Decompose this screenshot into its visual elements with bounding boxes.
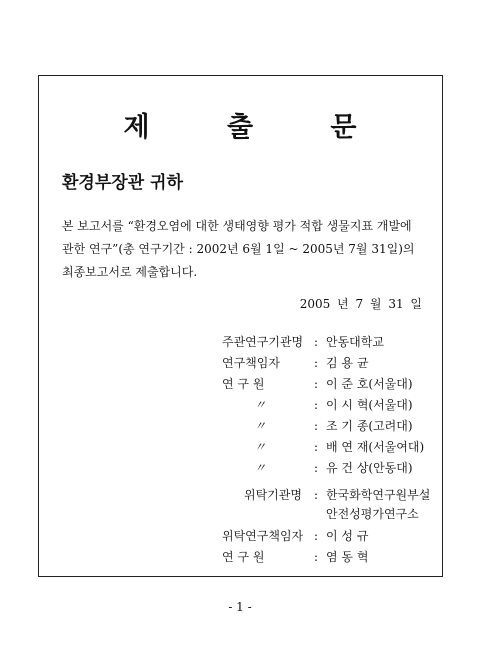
body-line-2: 관한 연구”(총 연구기간 : 2002년 6월 1일 ~ 2005년 7월 31일)의: [62, 242, 415, 256]
contract-pi-row: 위탁연구책임자 : 이 성 규: [222, 529, 369, 543]
lead-institution-value: 안동대학교: [326, 335, 384, 349]
body-line-1: 본 보고서를 “환경오염에 대한 생태영향 평가 적합 생물지표 개발에: [62, 219, 412, 233]
researcher-value: 유 건 상(안동대): [326, 461, 413, 475]
contract-institution-value-2: 안전성평가연구소: [326, 507, 419, 521]
researcher-row: 〃 : 유 건 상(안동대): [222, 459, 413, 476]
researcher-row: 〃 : 조 기 종(고려대): [222, 417, 413, 434]
researcher-label: 연 구 원: [222, 377, 265, 391]
addressee: 환경부장관 귀하: [62, 173, 183, 193]
contract-institution-row: 위탁기관명 : 한국화학연구원부설: [222, 486, 430, 503]
contract-researcher-label: 연 구 원: [222, 550, 265, 564]
pi-label: 연구책임자: [222, 356, 280, 370]
researcher-row: 〃 : 이 시 혁(서울대): [222, 396, 413, 413]
pi-value: 김 용 균: [326, 356, 369, 370]
contract-institution-value: 한국화학연구원부설: [326, 488, 431, 502]
ditto-mark: 〃: [254, 440, 267, 454]
researcher-value: 조 기 종(고려대): [326, 419, 413, 433]
contract-researcher-row: 연 구 원 : 염 동 혁: [222, 550, 369, 564]
page-number: - 1 -: [228, 600, 252, 614]
contract-institution-row-2: [222, 505, 419, 522]
submission-body: [62, 215, 427, 284]
ditto-mark: 〃: [254, 398, 267, 412]
researcher-row: 〃 : 배 연 재(서울여대): [222, 438, 424, 455]
body-line-3: 최종보고서로 제출합니다.: [62, 265, 198, 279]
researcher-value: 배 연 재(서울여대): [326, 440, 425, 454]
pi-row: 연구책임자 : 김 용 균: [222, 356, 369, 370]
researcher-value: 이 준 호(서울대): [326, 377, 413, 391]
researcher-row: 연 구 원 : 이 준 호(서울대): [222, 377, 413, 391]
researcher-value: 이 시 혁(서울대): [326, 398, 413, 412]
contract-pi-label: 위탁연구책임자: [222, 529, 304, 543]
contract-researcher-value: 염 동 혁: [326, 550, 369, 564]
ditto-mark: 〃: [254, 461, 267, 475]
contract-institution-label: 위탁기관명: [244, 488, 302, 502]
lead-institution-row: 주관연구기관명 : 안동대학교: [222, 335, 384, 349]
ditto-mark: 〃: [254, 419, 267, 433]
lead-institution-label: 주관연구기관명: [222, 335, 304, 349]
document-title: 제 출 문: [123, 112, 391, 143]
contract-pi-value: 이 성 규: [326, 529, 369, 543]
submission-date: 2005 년 7 월 31 일: [299, 297, 422, 311]
